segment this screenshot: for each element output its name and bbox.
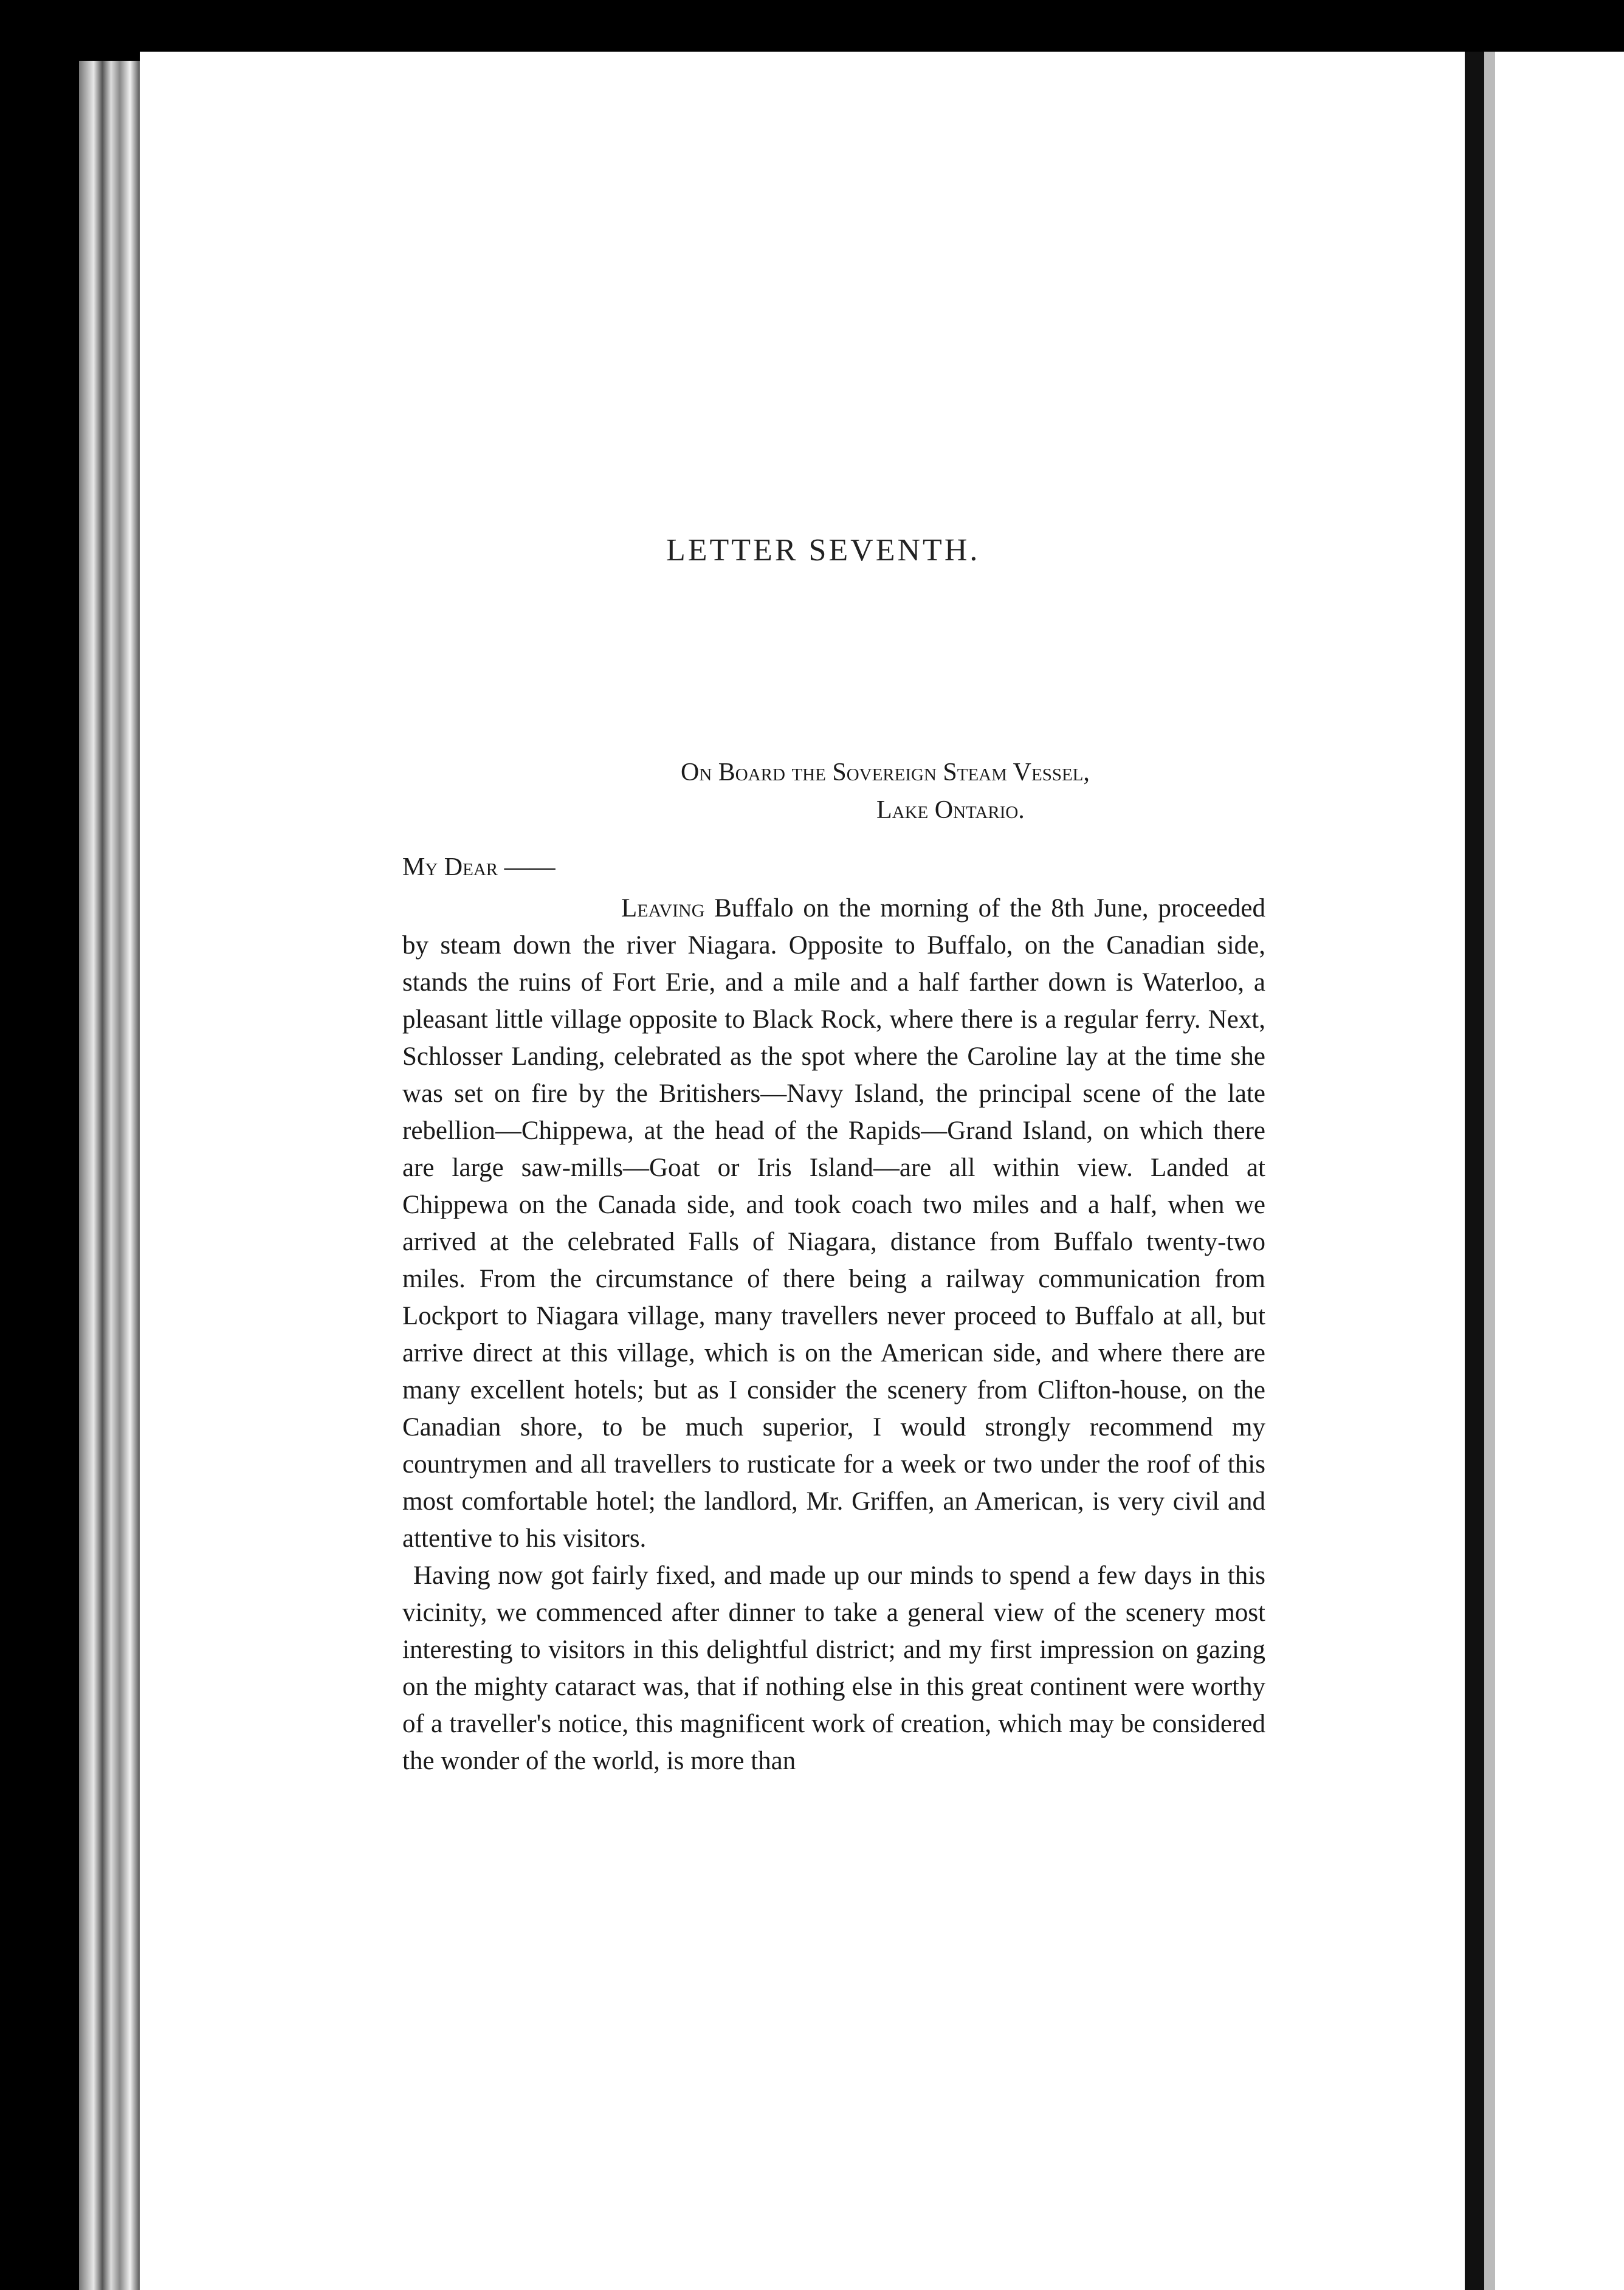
letter-body xyxy=(402,890,1265,1779)
letter-heading: LETTER SEVENTH. xyxy=(666,533,980,568)
salutation: My Dear —— xyxy=(402,853,556,881)
paragraph-2-text: Having now got fairly fixed, and made up our minds to spend a few days in this vicinity, we commenced after dinner to take a general view of the scenery most interesting to visitors in this delightful district; and my first impression on gazing on the mighty cataract was, that if nothing else in this great continent were worthy of a traveller's notice, this magnificent work of creation, which may be considered the wonder of the world, is more than xyxy=(402,1561,1265,1775)
paragraph-1-text: Buffalo on the morning of the 8th June, proceeded by steam down the river Niagara. Opposite to Buffalo, on the Canadian side, stands the ruins of Fort Erie, and a mile and a half farther down is Waterloo, a pleasant little village opposite to Black Rock, where there is a regular ferry. Next, Schlosser Landing, celebrated as the spot where the Caroline lay at the time she was set on fire by the Britishers—Navy Island, the principal scene of the late rebellion—Chippewa, at the head of the Rapids—Grand Island, on which there are large saw-mills—Goat or Iris Island—are all within view. Landed at Chippewa on the Canada side, and took coach two miles and a half, when we arrived at the celebrated Falls of Niagara, distance from Buffalo twenty-two miles. From the circumstance of there being a railway communication from Lockport to Niagara village, many travellers never proceed to Buffalo at all, but arrive direct at this village, which is on the American side, and where there are many excellent hotels; but as I consider the scenery from Clifton-house, on the Canadian shore, to be much superior, I would strongly recommend my countrymen and all travellers to rusticate for a week or two under the roof of this most comfortable hotel; the landlord, Mr. Griffen, an American, is very civil and attentive to his visitors. xyxy=(402,894,1265,1553)
dateline xyxy=(681,754,1090,829)
paragraph-1 xyxy=(402,890,1265,1557)
paragraph-1-lead: Leaving xyxy=(621,894,705,923)
page-gutter-shadow xyxy=(1465,52,1484,2290)
facing-page-strip xyxy=(1484,52,1624,2290)
dateline-line-1: On Board the Sovereign Steam Vessel, xyxy=(681,758,1090,786)
dateline-line-2: Lake Ontario. xyxy=(876,796,1025,824)
paragraph-2 xyxy=(402,1557,1265,1779)
